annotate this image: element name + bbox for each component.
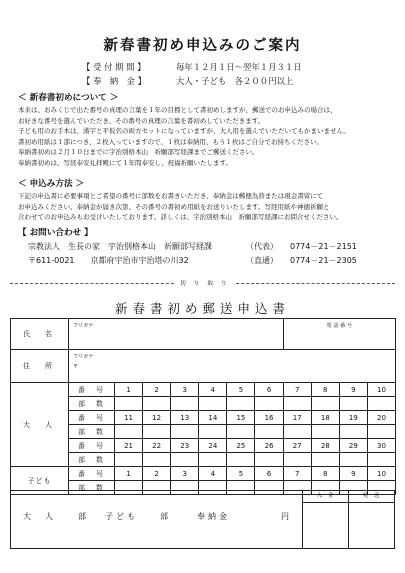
number-cell: 28: [311, 439, 339, 453]
number-cell: 17: [283, 411, 311, 425]
copies-cell[interactable]: [339, 425, 367, 439]
about-line: 奉納書初めは、写経奉安礼拝殿にて１年間奉安し、祝福祈願いたします。: [18, 158, 232, 167]
number-cell: 4: [199, 383, 227, 397]
number-cell: 3: [171, 383, 199, 397]
number-label: 番 号: [69, 467, 115, 481]
adult-label: 大 人: [11, 383, 69, 467]
copies-label: 部 数: [69, 425, 115, 439]
copies-cell[interactable]: [255, 453, 283, 467]
howto-text: [18, 191, 390, 223]
rep-label: （代表）: [246, 242, 278, 251]
number-cell: 1: [115, 383, 143, 397]
address-field[interactable]: [69, 350, 396, 383]
copies-cell[interactable]: [311, 453, 339, 467]
number-cell: 12: [143, 411, 171, 425]
copies-label: 部 数: [69, 481, 115, 495]
number-cell: 23: [171, 439, 199, 453]
postal-mark: 〒: [73, 364, 79, 370]
copies-cell[interactable]: [255, 425, 283, 439]
direct-label: （直通）: [246, 256, 278, 265]
number-cell: 10: [367, 383, 395, 397]
number-cell: 26: [255, 439, 283, 453]
number-cell: 2: [143, 467, 171, 481]
number-cell: 7: [283, 467, 311, 481]
summary-box: [10, 490, 395, 549]
reception-period-value: 毎年１２月１日～翌年１月３１日: [176, 62, 302, 72]
copies-cell[interactable]: [115, 397, 143, 411]
about-line: 子ども用のお手本は、漢字と平仮名の両方セットになっていますが、大人用を選んでいただいてもかまいません。: [18, 127, 350, 136]
about-line: お好きな番号を選んでいただき、その番号の真理の言葉を書初めしていただきます。: [18, 116, 265, 125]
about-text: [18, 105, 390, 169]
copies-cell[interactable]: [115, 453, 143, 467]
number-cell: 2: [143, 383, 171, 397]
copies-cell[interactable]: [283, 397, 311, 411]
copies-cell[interactable]: [171, 397, 199, 411]
number-label: 番 号: [69, 439, 115, 453]
number-cell: 21: [115, 439, 143, 453]
number-cell: 10: [367, 467, 395, 481]
number-cell: 13: [171, 411, 199, 425]
copies-label: 部 数: [69, 453, 115, 467]
offering-value: 大人・子ども 各２００円以上: [176, 76, 294, 86]
about-line: 本来は、おみくじで出た番号の真理の言葉を１年の目標として書初めしますが、郵送でのお申込みの場合は、: [18, 106, 337, 114]
number-cell: 29: [339, 439, 367, 453]
number-cell: 30: [367, 439, 395, 453]
number-cell: 9: [339, 383, 367, 397]
about-line: 書初め用紙は１部につき、２枚入っていますので、１枚は奉納用、もう１枚はご自分でお持ちください。: [18, 137, 323, 146]
copies-cell[interactable]: [143, 425, 171, 439]
cut-line-label: 切 り 取 り: [175, 278, 235, 287]
number-cell: 9: [339, 467, 367, 481]
address-furigana-label: フリガナ: [73, 354, 94, 360]
reception-period-label: 【 受 付 期 間 】: [82, 62, 146, 72]
copies-cell[interactable]: [283, 425, 311, 439]
form-title: 新春書初め郵送申込書: [114, 301, 290, 316]
contact-address: 〒611-0021 京都府宇治市宇治塔の川32: [28, 256, 189, 265]
adult-copies-total[interactable]: 大 人 部: [23, 512, 89, 521]
number-cell: 3: [171, 467, 199, 481]
address-label: 住 所: [11, 350, 69, 383]
copies-cell[interactable]: [339, 397, 367, 411]
about-line: 奉納書初めは２月１０日までに宇治別格本山 祈願部写経課までご郵送ください。: [18, 148, 259, 157]
name-field[interactable]: [69, 319, 284, 350]
copies-cell[interactable]: [171, 453, 199, 467]
about-heading: ＜ 新春書初めについて ＞: [18, 93, 119, 103]
number-cell: 7: [283, 383, 311, 397]
copies-cell[interactable]: [115, 425, 143, 439]
howto-line: 下記の申込書に必要事項とご希望の番号に部数をお書きいただき、奉納金は郵便為替または現金書留にて: [18, 192, 324, 200]
howto-line: 合わせてのお申込みもお受けいたしております。詳しくは、宇治別格本山 祈願部写経課にお問合せください。: [18, 213, 343, 222]
page-title: 新春書初め申込みのご案内: [103, 38, 302, 54]
number-cell: 6: [255, 383, 283, 397]
copies-cell[interactable]: [367, 453, 395, 467]
name-label: 氏 名: [11, 319, 69, 350]
number-cell: 24: [199, 439, 227, 453]
yen-label: 円: [281, 512, 292, 521]
number-cell: 11: [115, 411, 143, 425]
number-cell: 27: [283, 439, 311, 453]
copies-cell[interactable]: [227, 425, 255, 439]
copies-cell[interactable]: [283, 453, 311, 467]
number-cell: 8: [311, 467, 339, 481]
copies-cell[interactable]: [227, 453, 255, 467]
received-label: 入 金: [303, 491, 349, 503]
copies-cell[interactable]: [143, 397, 171, 411]
howto-heading: ＜ 申込み方法 ＞: [18, 179, 85, 189]
copies-cell[interactable]: [171, 425, 199, 439]
offering-label: 【 奉 納 金 】: [82, 76, 146, 86]
number-cell: 1: [115, 467, 143, 481]
number-cell: 5: [227, 467, 255, 481]
shipped-label: 発 送: [349, 491, 395, 503]
copies-cell[interactable]: [199, 453, 227, 467]
number-cell: 15: [227, 411, 255, 425]
phone-label: 電 話 番 号: [326, 323, 353, 329]
direct-tel: 0774－21－2305: [290, 256, 357, 265]
copies-cell[interactable]: [255, 397, 283, 411]
received-box[interactable]: [302, 491, 349, 548]
copies-cell[interactable]: [339, 453, 367, 467]
application-form: [10, 318, 396, 495]
child-copies-total[interactable]: 子ども 部: [105, 512, 171, 521]
copies-cell[interactable]: [199, 397, 227, 411]
number-cell: 8: [311, 383, 339, 397]
number-label: 番 号: [69, 383, 115, 397]
number-cell: 19: [339, 411, 367, 425]
contact-heading: 【 お問い合わせ 】: [18, 228, 93, 238]
number-cell: 6: [255, 467, 283, 481]
copies-cell[interactable]: [199, 425, 227, 439]
copies-cell[interactable]: [311, 425, 339, 439]
furigana-label: フリガナ: [73, 323, 94, 329]
copies-cell[interactable]: [311, 397, 339, 411]
copies-cell[interactable]: [367, 397, 395, 411]
copies-cell[interactable]: [367, 425, 395, 439]
number-cell: 18: [311, 411, 339, 425]
contact-org: 宗教法人 生長の家 宇治別格本山 祈願部写経課: [28, 242, 212, 251]
number-cell: 22: [143, 439, 171, 453]
fee-label: 奉納金: [197, 512, 230, 521]
howto-line: お申込みください。奉納金が届き次第、その番号の書初め用紙をお送りいたします。写経用紙や神徳祈願と: [18, 202, 330, 211]
phone-field[interactable]: [283, 319, 395, 350]
number-cell: 5: [227, 383, 255, 397]
copies-label: 部 数: [69, 397, 115, 411]
number-cell: 25: [227, 439, 255, 453]
number-cell: 4: [199, 467, 227, 481]
copies-cell[interactable]: [143, 453, 171, 467]
rep-tel: 0774－21－2151: [290, 242, 357, 251]
number-cell: 20: [367, 411, 395, 425]
child-label: 子ども: [11, 467, 69, 495]
copies-cell[interactable]: [227, 397, 255, 411]
number-cell: 14: [199, 411, 227, 425]
number-cell: 16: [255, 411, 283, 425]
shipped-box[interactable]: [348, 491, 395, 548]
number-label: 番 号: [69, 411, 115, 425]
